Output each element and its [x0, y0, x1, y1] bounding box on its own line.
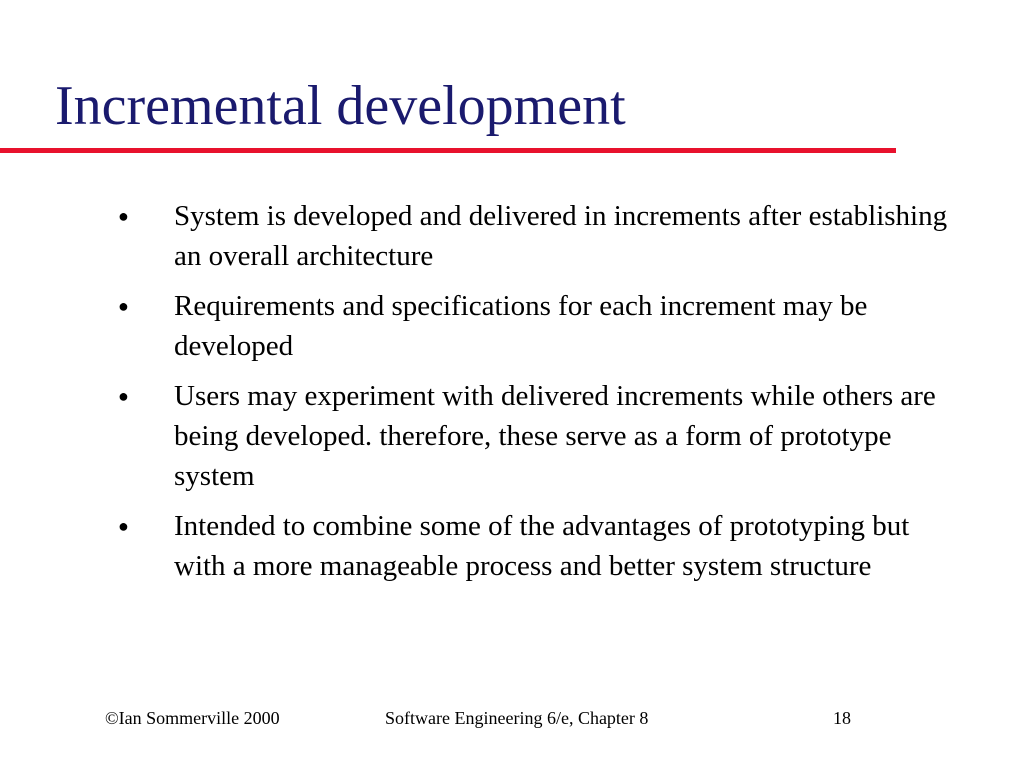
footer-book-title: Software Engineering 6/e, Chapter 8	[385, 708, 649, 728]
bullet-dot-icon: ●	[118, 206, 129, 226]
bullet-item	[118, 506, 968, 586]
slide-title: Incremental development	[55, 75, 626, 137]
bullet-text: System is developed and delivered in increments after establishing an overall architecture	[174, 200, 948, 272]
bullet-dot-icon: ●	[118, 296, 129, 316]
bullet-dot-icon: ●	[118, 516, 129, 536]
bullet-text: Requirements and specifications for each increment may be developed	[174, 290, 868, 362]
bullet-dot-icon: ●	[118, 386, 129, 406]
bullet-text: Intended to combine some of the advantages of prototyping but with a more manageable process and better system structure	[174, 510, 910, 582]
bullet-item	[118, 376, 968, 496]
bullet-list	[118, 196, 968, 596]
bullet-text: Users may experiment with delivered increments while others are being developed. therefore, these serve as a form of prototype system	[174, 380, 936, 492]
title-underline-rule	[0, 148, 896, 153]
bullet-item	[118, 196, 968, 276]
bullet-item	[118, 286, 968, 366]
footer-copyright: ©Ian Sommerville 2000	[105, 708, 280, 728]
footer-page-number: 18	[833, 708, 851, 728]
